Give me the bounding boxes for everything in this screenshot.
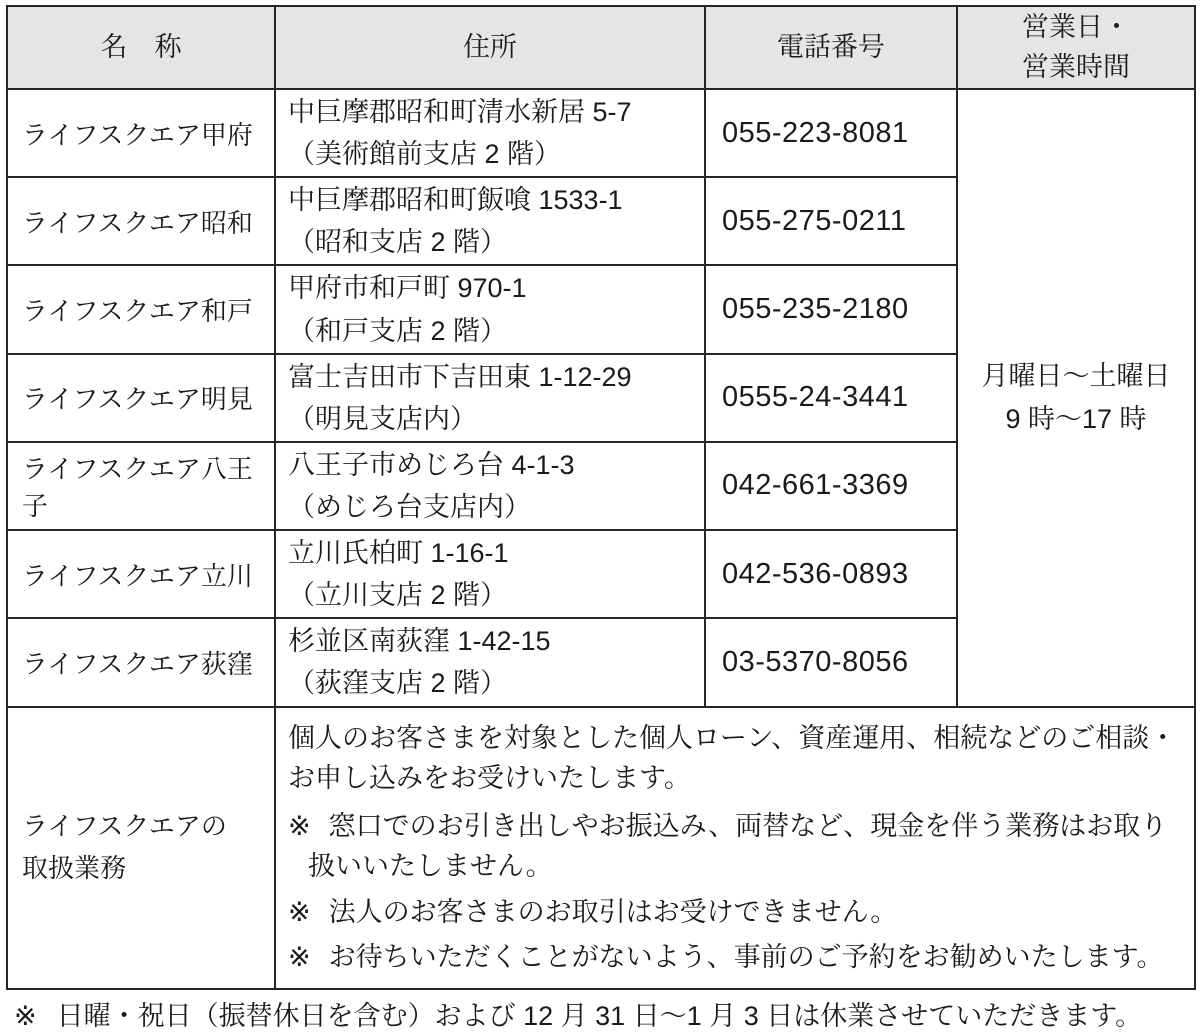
address-line2: （美術館前支店 2 階） — [288, 139, 562, 170]
note-text: お待ちいただくことがないよう、事前のご予約をお勧めいたします。 — [328, 942, 1164, 973]
services-note — [288, 892, 1180, 933]
branch-phone: 055-235-2180 — [705, 265, 957, 353]
branch-phone: 055-223-8081 — [705, 89, 957, 177]
note-text: 法人のお客さまのお取引はお受けできません。 — [328, 896, 898, 927]
branch-name: ライフスクエア明見 — [7, 354, 275, 442]
branch-name: ライフスクエア八王子 — [7, 442, 275, 530]
address-line2: （明見支店内） — [288, 403, 477, 434]
branch-address — [275, 265, 705, 353]
services-label — [7, 707, 275, 989]
branch-address — [275, 442, 705, 530]
table-row — [7, 89, 1195, 177]
branch-name: ライフスクエア立川 — [7, 530, 275, 618]
column-header-hours — [957, 6, 1195, 89]
header-row — [7, 6, 1195, 89]
column-header-address: 住所 — [275, 6, 705, 89]
branch-phone: 042-661-3369 — [705, 442, 957, 530]
branch-table — [6, 5, 1196, 990]
address-line2: （めじろ台支店内） — [288, 491, 531, 522]
hours-header-line2: 営業時間 — [1022, 51, 1130, 82]
table-row — [7, 707, 1195, 989]
hours-header-line1: 営業日・ — [1022, 12, 1130, 43]
note-marker: ※ — [288, 896, 311, 927]
branch-address — [275, 354, 705, 442]
column-header-phone: 電話番号 — [705, 6, 957, 89]
business-hours — [957, 89, 1195, 707]
note-marker: ※ — [288, 942, 311, 973]
branch-phone: 042-536-0893 — [705, 530, 957, 618]
branch-address — [275, 177, 705, 265]
address-line2: （和戸支店 2 階） — [288, 315, 508, 346]
branch-name: ライフスクエア甲府 — [7, 89, 275, 177]
address-line1: 立川氏柏町 1-16-1 — [288, 538, 509, 569]
footer-note-marker: ※ — [14, 1000, 37, 1031]
services-description — [275, 707, 1195, 989]
branch-phone: 055-275-0211 — [705, 177, 957, 265]
address-line1: 中巨摩郡昭和町飯喰 1533-1 — [288, 185, 623, 216]
services-note — [288, 806, 1180, 887]
branch-name: ライフスクエア和戸 — [7, 265, 275, 353]
branch-address — [275, 618, 705, 706]
address-line2: （荻窪支店 2 階） — [288, 668, 508, 699]
business-hours-time: 9 時～17 時 — [1005, 403, 1147, 434]
address-line2: （立川支店 2 階） — [288, 580, 508, 611]
note-marker: ※ — [288, 810, 311, 841]
footer-note-text: 日曜・祝日（振替休日を含む）および 12 月 31 日～1 月 3 日は休業させていただきます。 — [56, 1000, 1143, 1031]
address-line2: （昭和支店 2 階） — [288, 227, 508, 258]
address-line1: 甲府市和戸町 970-1 — [288, 273, 527, 304]
footer-note — [6, 999, 1194, 1034]
branch-phone: 03-5370-8056 — [705, 618, 957, 706]
column-header-name: 名 称 — [7, 6, 275, 89]
services-intro: 個人のお客さまを対象とした個人ローン、資産運用、相続などのご相談・お申し込みをお受けいたします。 — [288, 722, 1177, 794]
services-note — [288, 937, 1180, 978]
note-text: 窓口でのお引き出しやお振込み、両替など、現金を伴う業務はお取り扱いいたしません。 — [308, 810, 1168, 882]
business-hours-days: 月曜日～土曜日 — [981, 360, 1171, 391]
branch-address — [275, 89, 705, 177]
services-label-line2: 取扱業務 — [22, 852, 127, 883]
branch-phone: 0555-24-3441 — [705, 354, 957, 442]
branch-name: ライフスクエア昭和 — [7, 177, 275, 265]
branch-address — [275, 530, 705, 618]
address-line1: 杉並区南荻窪 1-42-15 — [288, 626, 551, 657]
address-line1: 富士吉田市下吉田東 1-12-29 — [288, 361, 632, 392]
services-label-line1: ライフスクエアの — [22, 810, 227, 841]
address-line1: 八王子市めじろ台 4-1-3 — [288, 449, 575, 480]
address-line1: 中巨摩郡昭和町清水新居 5-7 — [288, 97, 632, 127]
branch-name: ライフスクエア荻窪 — [7, 618, 275, 706]
